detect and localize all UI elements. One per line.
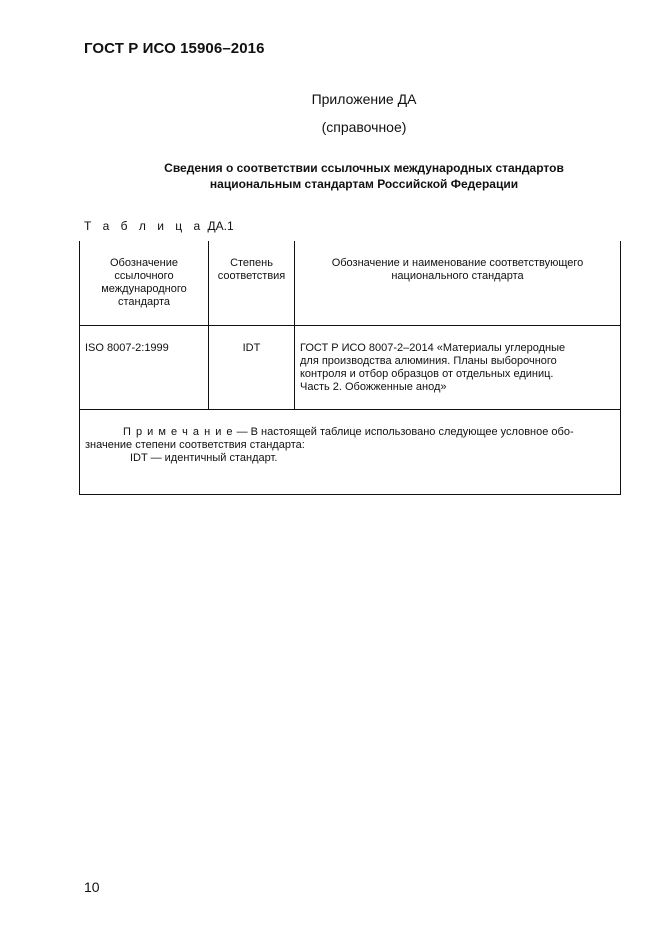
national-line: для производства алюминия. Планы выборочного: [300, 355, 557, 367]
cell-national-standard: [300, 342, 618, 394]
table-border-bottom: [79, 494, 621, 495]
note-line-3: IDT — идентичный стандарт.: [130, 452, 278, 464]
cell-ref-standard: ISO 8007-2:1999: [85, 342, 169, 354]
heading-line-1: Сведения о соответствии ссылочных международных стандартов: [164, 161, 564, 175]
column-header-ref: [80, 257, 208, 309]
note-line-2: значение степени соответствия стандарта:: [85, 439, 305, 451]
header-ref-line: Обозначение: [109, 257, 179, 269]
column-header-degree: [209, 257, 294, 283]
note-text: — В настоящей таблице использовано следующее условное обо-: [233, 426, 574, 438]
table-label-word: Т а б л и ц а: [84, 219, 205, 233]
table-label: [84, 219, 234, 233]
annex-subtitle: (справочное): [321, 119, 407, 135]
header-ref-line: стандарта: [117, 296, 171, 308]
header-ref-line: ссылочного: [114, 270, 174, 282]
national-line: Часть 2. Обожженные анод»: [300, 381, 447, 393]
header-degree-line: соответствия: [217, 270, 286, 282]
header-national-line: Обозначение и наименование соответствующего: [331, 257, 584, 269]
table-border-right: [620, 241, 621, 495]
header-ref-line: международного: [101, 283, 187, 295]
header-national-line: национального стандарта: [391, 270, 524, 282]
cell-degree: IDT: [242, 342, 261, 354]
header-degree-line: Степень: [230, 257, 273, 269]
column-header-national: [295, 257, 620, 283]
national-line: ГОСТ Р ИСО 8007-2–2014 «Материалы углеродные: [300, 342, 566, 354]
table-label-id: ДА.1: [204, 219, 234, 233]
data-row-divider: [79, 409, 621, 410]
national-line: контроля и отбор образцов от отдельных единиц.: [300, 368, 554, 380]
reference-table: [79, 241, 621, 495]
note-line-1: [85, 426, 615, 439]
table-note: [85, 426, 615, 465]
page-number: 10: [84, 879, 100, 895]
annex-title: Приложение ДА: [311, 91, 417, 107]
annex-heading: [100, 160, 628, 192]
note-label: П р и м е ч а н и е: [123, 426, 234, 438]
document-code: ГОСТ Р ИСО 15906–2016: [84, 40, 265, 57]
header-row-divider: [79, 325, 621, 326]
heading-line-2: национальным стандартам Российской Федерации: [209, 177, 519, 191]
